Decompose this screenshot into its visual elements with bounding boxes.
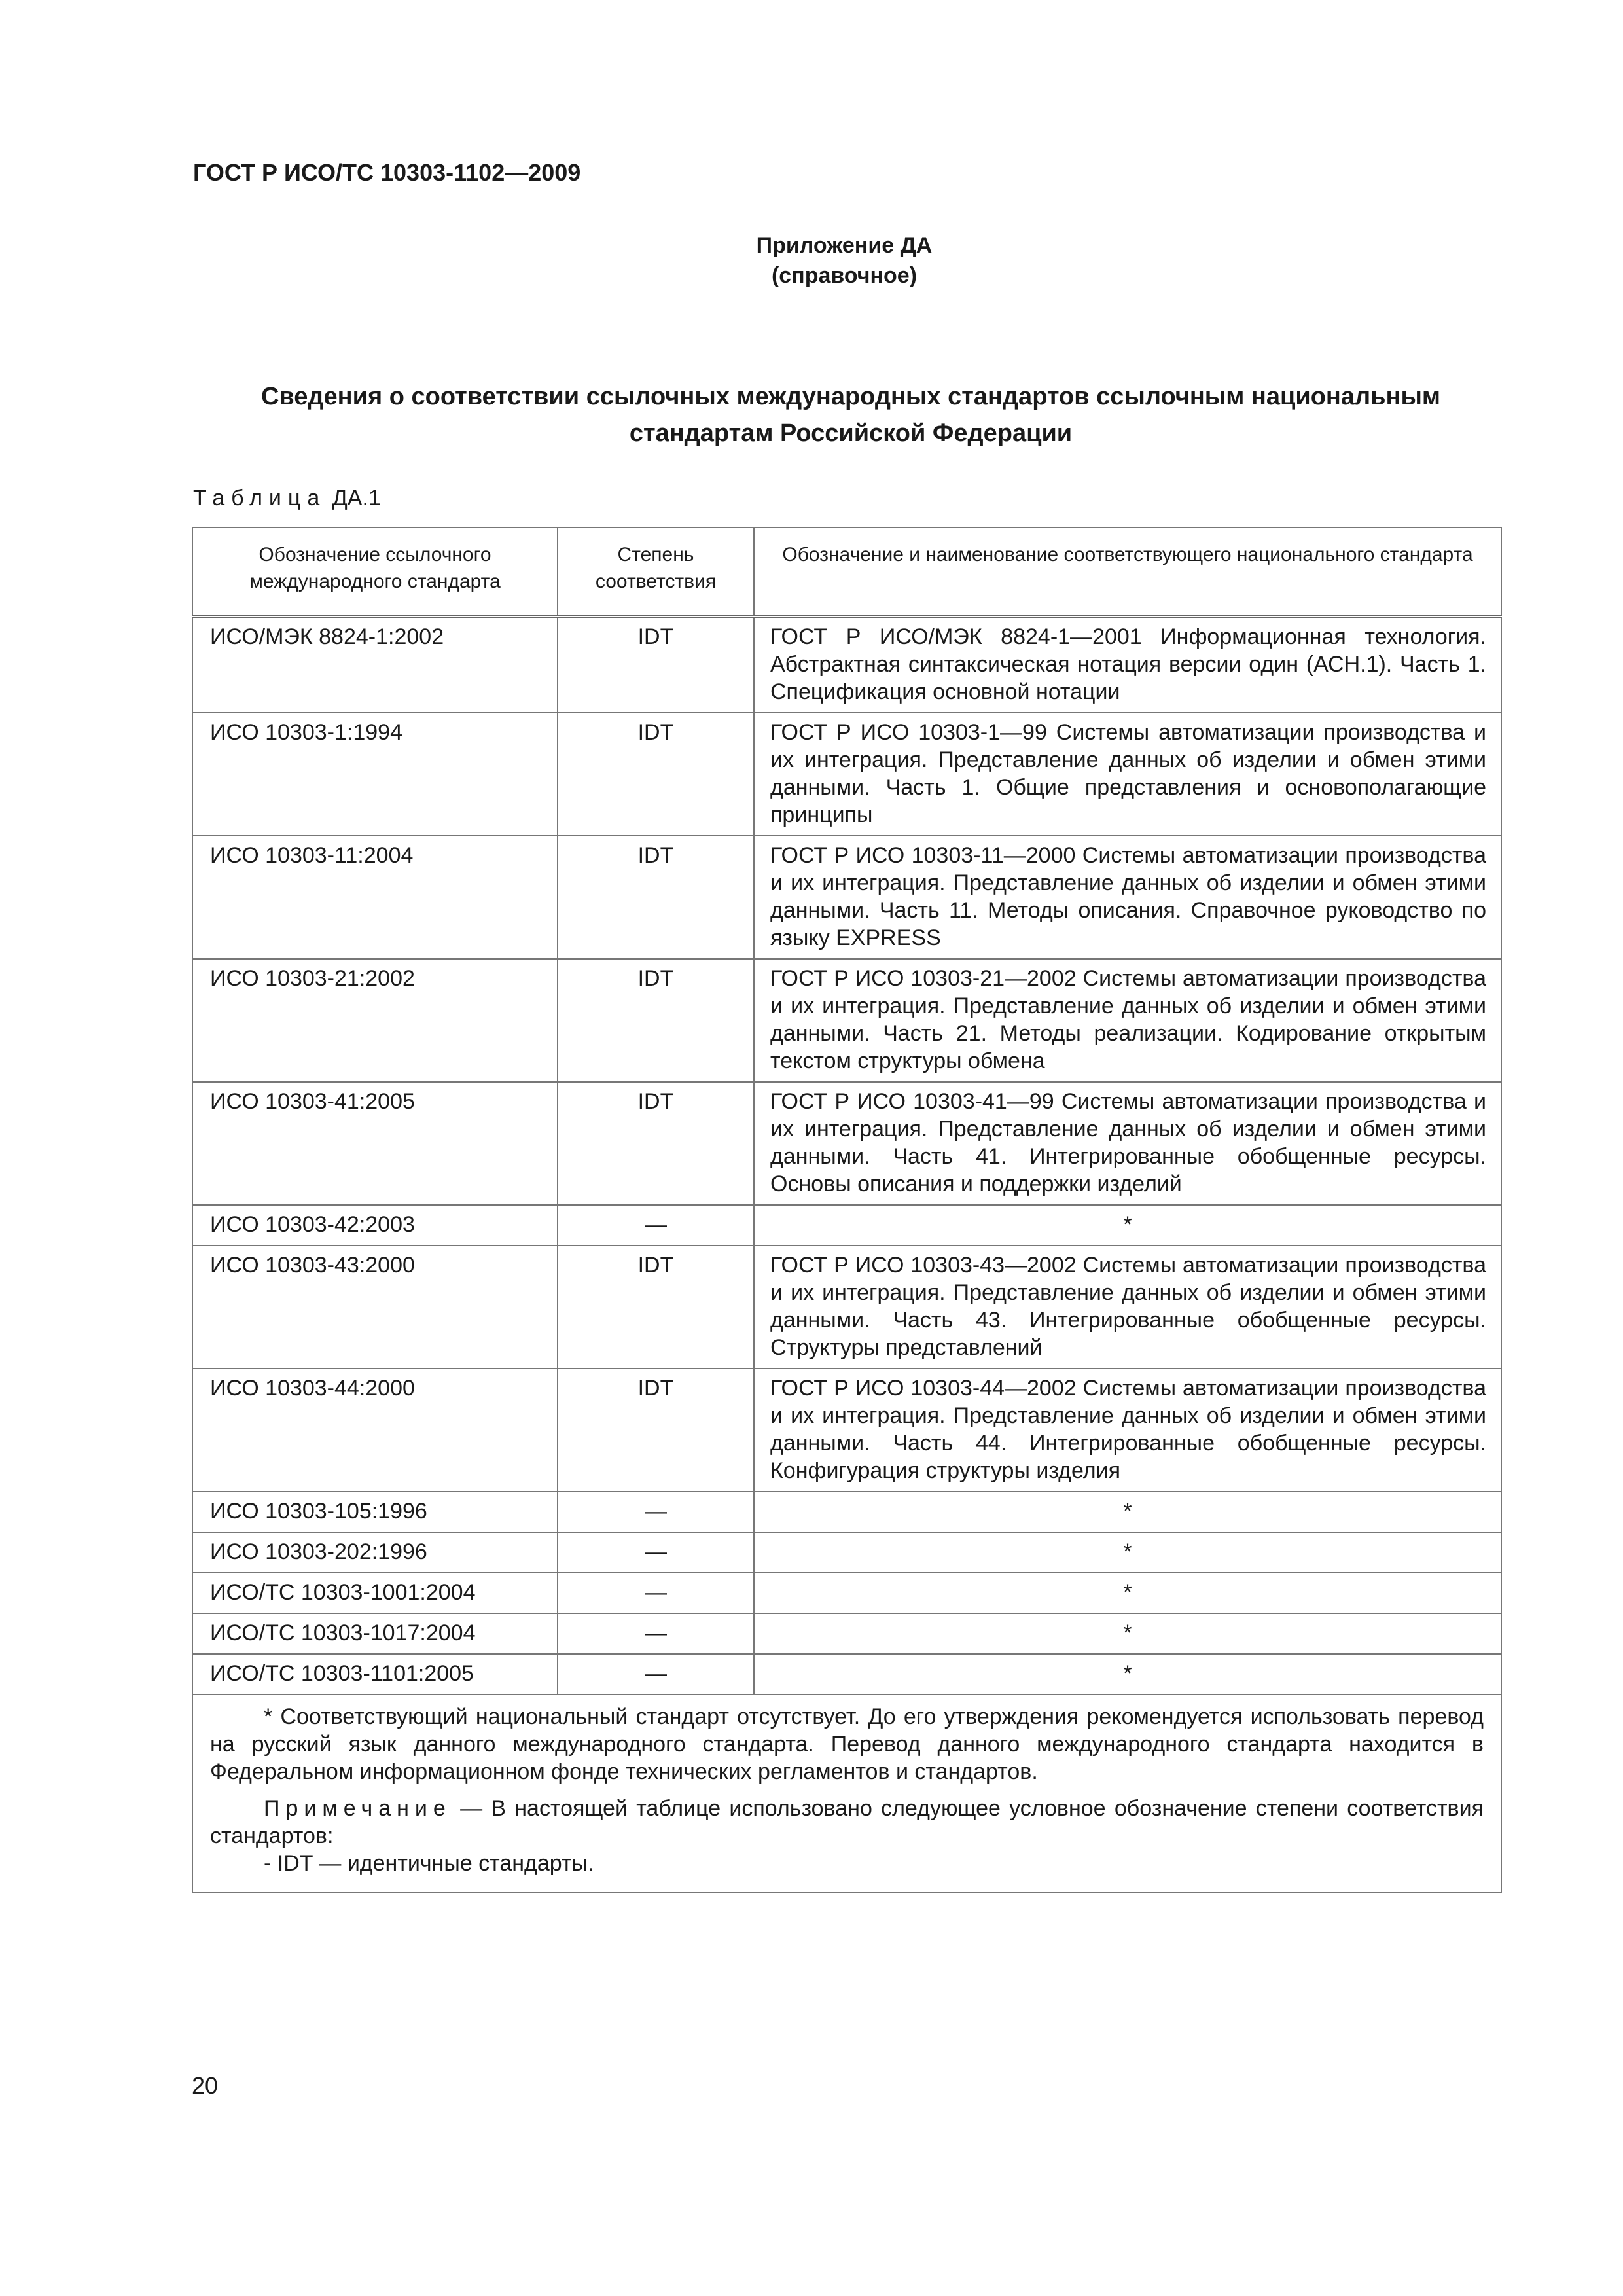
cell-international-code: ИСО 10303-43:2000: [192, 1246, 558, 1369]
note: [210, 1795, 1484, 1850]
footnote: * Соответствующий национальный стандарт отсутствует. До его утверждения рекомендуется использовать перевод на русский язык данного международного стандарта. Перевод данного международного стандарта находится в Федеральном информационном фонде технических регламентов и стандартов.: [210, 1704, 1484, 1784]
header-national-standard: Обозначение и наименование соответствующего национального стандарта: [754, 528, 1501, 617]
table-label: [193, 486, 381, 511]
cell-degree: IDT: [558, 836, 754, 959]
cell-national-standard: *: [754, 1654, 1501, 1695]
cell-degree: IDT: [558, 617, 754, 713]
table-row: [192, 1369, 1501, 1492]
table-row: [192, 1573, 1501, 1613]
cell-international-code: ИСО 10303-1:1994: [192, 713, 558, 836]
cell-national-standard: ГОСТ Р ИСО 10303-11—2000 Системы автоматизации производства и их интеграция. Представление данных об изделии и обмен этими данными. Часть 11. Методы описания. Справочное руководство по языку EXPRESS: [754, 836, 1501, 959]
table-row: [192, 1246, 1501, 1369]
table-row: [192, 1532, 1501, 1573]
table-row: [192, 836, 1501, 959]
cell-degree: IDT: [558, 713, 754, 836]
header-international-code: Обозначение ссылочного международного стандарта: [192, 528, 558, 617]
reference-table: [192, 527, 1502, 1893]
cell-national-standard: ГОСТ Р ИСО/МЭК 8824-1—2001 Информационная технология. Абстрактная синтаксическая нотация версии один (АСН.1). Часть 1. Спецификация основной нотации: [754, 617, 1501, 713]
cell-international-code: ИСО 10303-42:2003: [192, 1205, 558, 1246]
cell-international-code: ИСО 10303-41:2005: [192, 1082, 558, 1205]
table-label-number: ДА.1: [332, 486, 381, 511]
cell-international-code: ИСО 10303-105:1996: [192, 1492, 558, 1532]
document-code: ГОСТ Р ИСО/ТС 10303-1102—2009: [193, 159, 581, 186]
section-title: Сведения о соответствии ссылочных международных стандартов ссылочным национальным стандартам Российской Федерации: [260, 383, 1441, 447]
cell-national-standard: *: [754, 1613, 1501, 1654]
cell-degree: —: [558, 1205, 754, 1246]
cell-international-code: ИСО/ТС 10303-1017:2004: [192, 1613, 558, 1654]
annex-subtitle: (справочное): [771, 263, 918, 288]
table-row: [192, 959, 1501, 1082]
table-row: [192, 1082, 1501, 1205]
table-row: [192, 713, 1501, 836]
cell-international-code: ИСО/ТС 10303-1101:2005: [192, 1654, 558, 1695]
cell-national-standard: ГОСТ Р ИСО 10303-44—2002 Системы автоматизации производства и их интеграция. Представление данных об изделии и обмен этими данными. Часть 44. Интегрированные обобщенные ресурсы. Конфигурация структуры изделия: [754, 1369, 1501, 1492]
annex-title: Приложение ДА: [756, 233, 933, 258]
header-degree: Степень соответствия: [558, 528, 754, 617]
cell-degree: —: [558, 1654, 754, 1695]
cell-national-standard: ГОСТ Р ИСО 10303-41—99 Системы автоматизации производства и их интеграция. Представление данных об изделии и обмен этими данными. Часть 41. Интегрированные обобщенные ресурсы. Основы описания и поддержки изделий: [754, 1082, 1501, 1205]
cell-degree: —: [558, 1532, 754, 1573]
cell-national-standard: ГОСТ Р ИСО 10303-21—2002 Системы автоматизации производства и их интеграция. Представление данных об изделии и обмен этими данными. Часть 21. Методы реализации. Кодирование открытым текстом структуры обмена: [754, 959, 1501, 1082]
cell-international-code: ИСО 10303-44:2000: [192, 1369, 558, 1492]
cell-international-code: ИСО 10303-21:2002: [192, 959, 558, 1082]
cell-international-code: ИСО/ТС 10303-1001:2004: [192, 1573, 558, 1613]
note-word: Примечание: [264, 1796, 452, 1821]
cell-national-standard: ГОСТ Р ИСО 10303-43—2002 Системы автоматизации производства и их интеграция. Представление данных об изделии и обмен этими данными. Часть 43. Интегрированные обобщенные ресурсы. Структуры представлений: [754, 1246, 1501, 1369]
cell-degree: IDT: [558, 1246, 754, 1369]
cell-national-standard: *: [754, 1205, 1501, 1246]
cell-national-standard: *: [754, 1573, 1501, 1613]
note-text: — В настоящей таблице использовано следующее условное обозначение степени соответствия стандартов:: [210, 1796, 1484, 1848]
table-footer: [192, 1695, 1501, 1892]
cell-degree: —: [558, 1613, 754, 1654]
page-number: 20: [192, 2072, 219, 2099]
cell-degree: IDT: [558, 959, 754, 1082]
table-row: [192, 1492, 1501, 1532]
table-label-word: Таблица: [193, 486, 327, 511]
cell-national-standard: ГОСТ Р ИСО 10303-1—99 Системы автоматизации производства и их интеграция. Представление данных об изделии и обмен этими данными. Часть 1. Общие представления и основополагающие принципы: [754, 713, 1501, 836]
cell-degree: —: [558, 1573, 754, 1613]
cell-national-standard: *: [754, 1492, 1501, 1532]
cell-degree: IDT: [558, 1369, 754, 1492]
cell-national-standard: *: [754, 1532, 1501, 1573]
table-row: [192, 1613, 1501, 1654]
cell-international-code: ИСО/МЭК 8824-1:2002: [192, 617, 558, 713]
cell-degree: IDT: [558, 1082, 754, 1205]
table-row: [192, 617, 1501, 713]
table-footer-row: [192, 1695, 1501, 1892]
note-item: - IDT — идентичные стандарты.: [264, 1851, 594, 1876]
cell-degree: —: [558, 1492, 754, 1532]
cell-international-code: ИСО 10303-202:1996: [192, 1532, 558, 1573]
table-header-row: [192, 528, 1501, 617]
cell-international-code: ИСО 10303-11:2004: [192, 836, 558, 959]
table-row: [192, 1654, 1501, 1695]
table-row: [192, 1205, 1501, 1246]
